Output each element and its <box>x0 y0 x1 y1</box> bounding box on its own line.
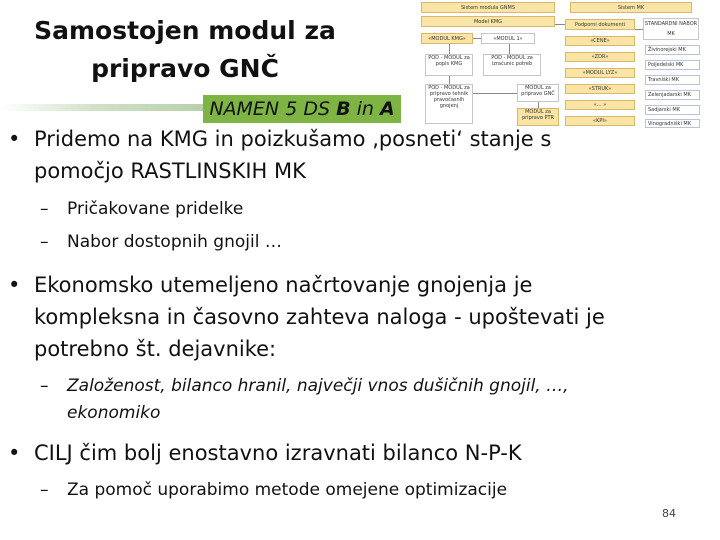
diagram-box-cene: «CENE» <box>565 36 635 46</box>
diagram-box-modul-1: «MODUL 1» <box>481 33 535 44</box>
sub-bullet-3-1 <box>40 478 660 502</box>
page-number: 84 <box>662 507 676 520</box>
diagram-box-standardni: STANDARDNI NABOR MK <box>643 18 699 40</box>
sub-bullet-dash: – <box>40 199 49 219</box>
diagram-box-zdr: «ZDR» <box>565 52 635 62</box>
title-line-2: pripravo GNČ <box>91 54 279 83</box>
diagram-box-model-kmg: Model KMG <box>421 16 555 27</box>
diagram-box-modul-kmg: «MODUL KMG» <box>421 33 473 44</box>
bullet-dot: • <box>8 441 21 465</box>
diagram-box-modul-lyz: «MODUL LYZ» <box>565 68 635 78</box>
diagram-box-dots: «… » <box>565 100 635 110</box>
bullet-3 <box>8 438 688 468</box>
diagram-box-modul-pripravo-ptr: MODUL za pripravo PTR <box>517 108 559 126</box>
sub-bullet-dash: – <box>40 376 49 396</box>
bullet-2-line-2: kompleksna in časovno zahteva naloga - upoštevati je <box>34 305 605 329</box>
diagram-box-struk: «STRUK» <box>565 84 635 94</box>
diagram-connector <box>473 38 481 39</box>
slide-title <box>20 12 350 88</box>
diagram-box-vinogradniski: Vinogradniški MK <box>645 119 700 128</box>
diagram-connector <box>635 29 643 30</box>
diagram-box-modul-pripravo-gnc: MODUL za pripravo GNČ <box>517 84 559 102</box>
sub-bullet-2-1-line-2: ekonomiko <box>67 403 161 423</box>
sub-bullet-dash: – <box>40 480 49 500</box>
diagram-box-sistem-modula: Sistem modula GNMS <box>421 2 555 13</box>
bullet-dot: • <box>8 273 21 297</box>
diagram-box-pod-modul-popis: POD - MODUL za popis KMG <box>425 54 473 76</box>
diagram-connector <box>509 44 510 54</box>
bullet-1-line-2: pomočjo RASTLINSKIH MK <box>34 159 306 183</box>
sub-bullet-2-1-line-1: Založenost, bilanco hranil, največji vnos dušičnih gnojil, …, <box>67 376 569 396</box>
diagram-connector <box>538 102 539 108</box>
bullet-2 <box>8 270 688 366</box>
diagram-box-kpi: «KPI» <box>565 116 635 126</box>
diagram-connector <box>449 44 450 54</box>
diagram-box-sistem-mk: Sistem MK <box>570 2 692 13</box>
diagram-connector <box>473 93 517 94</box>
callout-b: B <box>336 98 351 120</box>
purpose-callout <box>203 95 401 123</box>
sub-bullet-3-1-text: Za pomoč uporabimo metode omejene optimizacije <box>67 480 508 500</box>
bullet-3-line-1: CILJ čim bolj enostavno izravnati bilanco N-P-K <box>34 441 522 465</box>
bullet-1 <box>8 124 628 184</box>
callout-prefix: NAMEN 5 DS <box>209 98 337 120</box>
diagram-box-pod-modul-pripravo: POD - MODUL za pripravo tehnik pravočasnih gnojenj <box>425 84 473 124</box>
sub-bullet-2-1 <box>40 374 700 424</box>
module-diagram <box>405 0 705 128</box>
sub-bullet-1-1 <box>40 197 640 221</box>
bullet-1-line-1: Pridemo na KMG in poizkušamo ‚posneti‘ stanje s <box>34 127 552 151</box>
callout-a: A <box>379 98 395 120</box>
diagram-box-podporni: Podporni dokumenti <box>565 19 635 30</box>
diagram-connector <box>555 24 565 25</box>
diagram-connector <box>449 76 450 84</box>
callout-mid: in <box>350 98 380 120</box>
diagram-box-zivinoreja: Živinorejski MK <box>645 45 700 55</box>
diagram-box-sadjarski: Sadjarski MK <box>645 105 700 115</box>
title-line-1: Samostojen modul za <box>34 16 336 45</box>
bullet-dot: • <box>8 127 21 151</box>
bullet-2-line-1: Ekonomsko utemeljeno načrtovanje gnojenja je <box>34 273 533 297</box>
bullet-2-line-3: potrebno št. dejavnike: <box>34 337 277 361</box>
sub-bullet-1-2 <box>40 230 640 254</box>
diagram-box-pod-modul-izracun: POD - MODUL za izračunic potreb <box>483 54 541 76</box>
sub-bullet-1-2-text: Nabor dostopnih gnojil … <box>67 232 282 252</box>
diagram-box-travniski: Travniški MK <box>645 75 700 85</box>
sub-bullet-1-1-text: Pričakovane pridelke <box>67 199 244 219</box>
diagram-box-zelenjadarski: Zelenjadarski MK <box>645 90 700 100</box>
diagram-box-poljedelski: Poljedelski MK <box>645 60 700 70</box>
sub-bullet-dash: – <box>40 232 49 252</box>
